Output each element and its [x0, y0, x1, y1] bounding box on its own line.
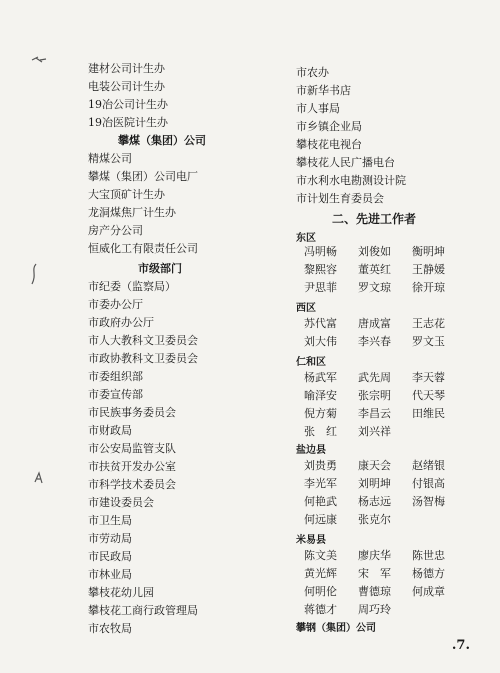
list-item: 市建设委员会 [88, 496, 154, 509]
person-name: 曹德琼 [358, 585, 391, 598]
person-name: 唐成富 [358, 317, 391, 330]
person-name: 刘兴祥 [358, 425, 391, 438]
person-name: 罗文琼 [358, 281, 391, 294]
page-number: .7. [451, 638, 470, 653]
person-name: 董英红 [358, 263, 391, 276]
person-name: 刘大伟 [304, 335, 337, 348]
person-name: 蒋德才 [304, 603, 337, 616]
list-item: 市农办 [296, 66, 329, 79]
list-item: 市纪委（监察局） [88, 280, 176, 293]
person-name: 冯明畅 [304, 245, 337, 258]
region-label: 米易县 [296, 535, 326, 546]
person-name: 倪方菊 [304, 407, 337, 420]
list-item: 电装公司计生办 [88, 80, 165, 93]
region-label: 仁和区 [296, 357, 326, 368]
person-name: 罗文玉 [412, 335, 445, 348]
list-item: 19冶公司计生办 [88, 98, 168, 111]
list-item: 市新华书店 [296, 84, 351, 97]
list-item: 市人大教科文卫委员会 [88, 334, 198, 347]
person-name: 张克尔 [358, 513, 391, 526]
person-name: 汤智梅 [412, 495, 445, 508]
person-name: 刘明坤 [358, 477, 391, 490]
scan-mark-icon [32, 470, 46, 486]
person-name: 李兴春 [358, 335, 391, 348]
list-item: 攀煤（集团）公司电厂 [88, 170, 198, 183]
region-label: 盐边县 [296, 445, 326, 456]
list-item: 市人事局 [296, 102, 340, 115]
person-name: 刘贵勇 [304, 459, 337, 472]
person-name: 付银高 [412, 477, 445, 490]
person-name: 杨德方 [412, 567, 445, 580]
person-name: 杨武军 [304, 371, 337, 384]
person-name: 何明伦 [304, 585, 337, 598]
list-item: 市计划生育委员会 [296, 192, 384, 205]
list-item: 市政协教科文卫委员会 [88, 352, 198, 365]
list-item: 攀枝花工商行政管理局 [88, 604, 198, 617]
person-name: 李光军 [304, 477, 337, 490]
person-name: 廖庆华 [358, 549, 391, 562]
list-item: 房产分公司 [88, 224, 143, 237]
person-name: 王志花 [412, 317, 445, 330]
region-label: 西区 [296, 303, 316, 314]
list-item: 市委组织部 [88, 370, 143, 383]
person-name: 张 红 [304, 425, 337, 438]
person-name: 代天琴 [412, 389, 445, 402]
list-item: 市委宣传部 [88, 388, 143, 401]
list-item: 攀枝花人民广播电台 [296, 156, 395, 169]
person-name: 田维民 [412, 407, 445, 420]
person-name: 喻泽安 [304, 389, 337, 402]
person-name: 衡明坤 [412, 245, 445, 258]
list-item: 市水利水电勘测设计院 [296, 174, 406, 187]
person-name: 赵绪银 [412, 459, 445, 472]
group-heading: 市级部门 [138, 262, 182, 275]
list-item: 市乡镇企业局 [296, 120, 362, 133]
person-name: 张宗明 [358, 389, 391, 402]
list-item: 市农牧局 [88, 622, 132, 635]
person-name: 陈文美 [304, 549, 337, 562]
footer-line: 攀钢（集团）公司 [296, 623, 376, 634]
person-name: 陈世忠 [412, 549, 445, 562]
person-name: 苏代富 [304, 317, 337, 330]
person-name: 黎熙容 [304, 263, 337, 276]
list-item: 龙洞煤焦厂计生办 [88, 206, 176, 219]
scan-mark-icon [28, 262, 40, 286]
list-item: 建材公司计生办 [88, 62, 165, 75]
section-title: 二、先进工作者 [332, 212, 417, 226]
list-item: 市扶贫开发办公室 [88, 460, 176, 473]
person-name: 何远康 [304, 513, 337, 526]
person-name: 徐开琼 [412, 281, 445, 294]
person-name: 周巧玲 [358, 603, 391, 616]
list-item: 大宝顶矿计生办 [88, 188, 165, 201]
region-label: 东区 [296, 233, 316, 244]
list-item: 市财政局 [88, 424, 132, 437]
group-heading: 攀煤（集团）公司 [118, 134, 206, 147]
list-item: 市卫生局 [88, 514, 132, 527]
list-item: 19冶医院计生办 [88, 116, 168, 129]
list-item: 攀枝花电视台 [296, 138, 362, 151]
person-name: 尹思菲 [304, 281, 337, 294]
person-name: 李昌云 [358, 407, 391, 420]
person-name: 宋 军 [358, 567, 391, 580]
list-item: 市公安局监管支队 [88, 442, 176, 455]
list-item: 市林业局 [88, 568, 132, 581]
person-name: 何艳武 [304, 495, 337, 508]
person-name: 武先周 [358, 371, 391, 384]
list-item: 市委办公厅 [88, 298, 143, 311]
person-name: 康天会 [358, 459, 391, 472]
scan-mark-icon [30, 54, 48, 66]
list-item: 市科学技术委员会 [88, 478, 176, 491]
person-name: 王静媛 [412, 263, 445, 276]
person-name: 李天蓉 [412, 371, 445, 384]
list-item: 市政府办公厅 [88, 316, 154, 329]
person-name: 刘俊如 [358, 245, 391, 258]
person-name: 何成章 [412, 585, 445, 598]
list-item: 攀枝花幼儿园 [88, 586, 154, 599]
person-name: 杨志远 [358, 495, 391, 508]
list-item: 市民政局 [88, 550, 132, 563]
list-item: 精煤公司 [88, 152, 132, 165]
list-item: 市劳动局 [88, 532, 132, 545]
list-item: 恒威化工有限责任公司 [88, 242, 198, 255]
list-item: 市民族事务委员会 [88, 406, 176, 419]
person-name: 黄光辉 [304, 567, 337, 580]
